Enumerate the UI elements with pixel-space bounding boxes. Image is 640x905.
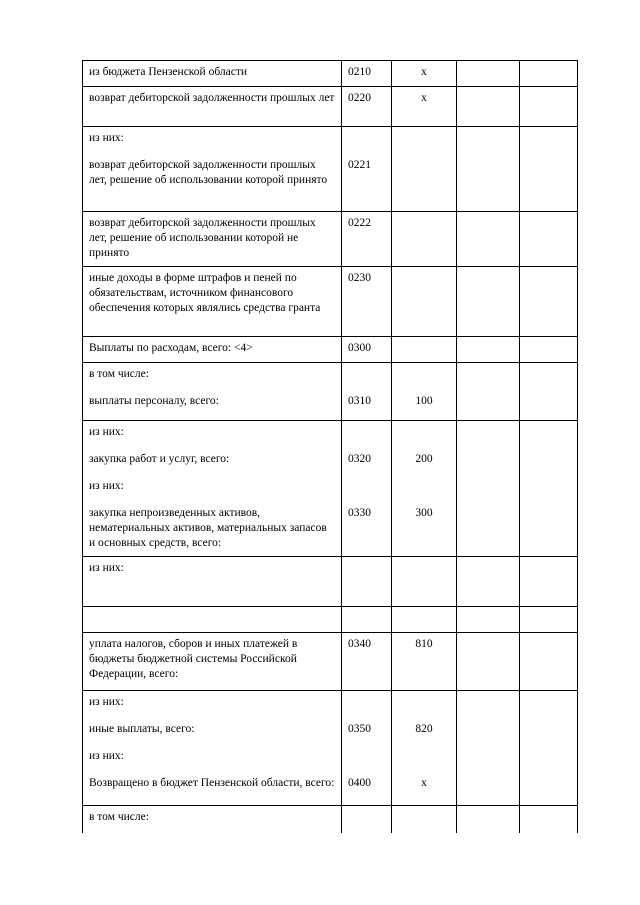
cell-kbk-text	[398, 367, 450, 382]
cell-name-text: из них:	[89, 750, 124, 762]
table-row	[83, 87, 578, 127]
row-kbk-cell	[392, 127, 457, 212]
row-kbk-cell	[392, 212, 457, 267]
row-code-cell	[342, 363, 392, 421]
cell-code-text	[348, 749, 385, 764]
row-value-cell-1[interactable]	[457, 806, 520, 833]
table-row	[83, 127, 578, 212]
cell-kbk-text	[398, 749, 450, 764]
cell-name-text: Выплаты по расходам, всего: <4>	[89, 342, 253, 354]
row-code-cell	[342, 607, 392, 633]
row-kbk-cell	[392, 421, 457, 557]
table-row	[83, 633, 578, 691]
row-code-cell	[342, 806, 392, 833]
row-code-cell	[342, 633, 392, 691]
cell-name-text	[89, 611, 335, 626]
row-value-cell-2[interactable]	[520, 363, 578, 421]
table-row	[83, 212, 578, 267]
table-row	[83, 61, 578, 87]
row-value-cell-1[interactable]	[457, 337, 520, 363]
cell-name-text: возврат дебиторской задолженности прошлых лет	[89, 92, 335, 104]
row-value-cell-2[interactable]	[520, 557, 578, 607]
table-row	[83, 557, 578, 607]
row-value-cell-2[interactable]	[520, 267, 578, 337]
row-value-cell-2[interactable]	[520, 337, 578, 363]
row-name-cell	[83, 87, 342, 127]
row-name-cell	[83, 61, 342, 87]
cell-code-text: 0220	[348, 92, 371, 104]
cell-code-text: 0330	[348, 507, 371, 519]
cell-kbk-text	[398, 611, 450, 626]
row-value-cell-2[interactable]	[520, 691, 578, 806]
cell-kbk-text: 200	[415, 453, 433, 465]
row-kbk-cell	[392, 557, 457, 607]
row-code-cell	[342, 61, 392, 87]
row-value-cell-1[interactable]	[457, 61, 520, 87]
cell-name-text: уплата налогов, сборов и иных платежей в бюджеты бюджетной системы Российской Федерации, всего:	[89, 638, 298, 680]
cell-name-text: возврат дебиторской задолженности прошлых лет, решение об использовании которой не принято	[89, 217, 316, 259]
row-kbk-cell	[392, 61, 457, 87]
row-name-cell	[83, 421, 342, 557]
row-code-cell	[342, 212, 392, 267]
cell-kbk-text: x	[421, 777, 427, 789]
cell-code-text	[348, 425, 385, 440]
cell-kbk-text	[398, 131, 450, 146]
cell-kbk-text	[398, 425, 450, 440]
row-value-cell-2[interactable]	[520, 633, 578, 691]
cell-kbk-text	[398, 695, 450, 710]
cell-kbk-text	[398, 341, 450, 356]
cell-kbk-text: 300	[415, 507, 433, 519]
table-row	[83, 363, 578, 421]
cell-name-text: Возвращено в бюджет Пензенской области, всего:	[89, 777, 335, 789]
cell-name-text: иные выплаты, всего:	[89, 723, 195, 735]
row-value-cell-1[interactable]	[457, 421, 520, 557]
cell-kbk-text: 810	[415, 638, 433, 650]
table-row	[83, 607, 578, 633]
row-name-cell	[83, 267, 342, 337]
table-row	[83, 806, 578, 833]
row-value-cell-2[interactable]	[520, 421, 578, 557]
row-name-cell	[83, 212, 342, 267]
row-value-cell-1[interactable]	[457, 363, 520, 421]
row-code-cell	[342, 691, 392, 806]
row-code-cell	[342, 267, 392, 337]
cell-code-text	[348, 561, 385, 576]
cell-code-text	[348, 695, 385, 710]
cell-name-text: закупка работ и услуг, всего:	[89, 453, 230, 465]
row-kbk-cell	[392, 691, 457, 806]
cell-name-text: из них:	[89, 426, 124, 438]
cell-name-text: в том числе:	[89, 811, 149, 823]
cell-code-text	[348, 611, 385, 626]
cell-kbk-text	[398, 216, 450, 231]
row-value-cell-1[interactable]	[457, 267, 520, 337]
cell-code-text: 0320	[348, 453, 371, 465]
cell-code-text	[348, 479, 385, 494]
row-value-cell-1[interactable]	[457, 633, 520, 691]
cell-code-text: 0340	[348, 638, 371, 650]
cell-code-text: 0300	[348, 342, 371, 354]
cell-code-text: 0310	[348, 395, 371, 407]
row-kbk-cell	[392, 87, 457, 127]
cell-kbk-text	[398, 479, 450, 494]
table-row	[83, 421, 578, 557]
row-kbk-cell	[392, 267, 457, 337]
row-name-cell	[83, 607, 342, 633]
cell-kbk-text: x	[421, 66, 427, 78]
cell-code-text: 0210	[348, 66, 371, 78]
row-code-cell	[342, 127, 392, 212]
cell-code-text: 0221	[348, 159, 371, 171]
cell-kbk-text: x	[421, 92, 427, 104]
cell-code-text	[348, 131, 385, 146]
cell-name-text: выплаты персоналу, всего:	[89, 395, 219, 407]
row-code-cell	[342, 421, 392, 557]
row-kbk-cell	[392, 337, 457, 363]
cell-name-text: из них:	[89, 132, 124, 144]
row-value-cell-1[interactable]	[457, 557, 520, 607]
cell-code-text: 0222	[348, 217, 371, 229]
cell-code-text	[348, 810, 385, 825]
row-value-cell-1[interactable]	[457, 691, 520, 806]
row-code-cell	[342, 557, 392, 607]
cell-code-text: 0400	[348, 777, 371, 789]
cell-code-text: 0230	[348, 272, 371, 284]
cell-name-text: из них:	[89, 480, 124, 492]
row-value-cell-2[interactable]	[520, 607, 578, 633]
cell-kbk-text	[398, 271, 450, 286]
row-kbk-cell	[392, 806, 457, 833]
row-kbk-cell	[392, 607, 457, 633]
cell-kbk-text: 820	[415, 723, 433, 735]
row-value-cell-2[interactable]	[520, 806, 578, 833]
cell-kbk-text	[398, 810, 450, 825]
row-value-cell-2[interactable]	[520, 87, 578, 127]
row-name-cell	[83, 363, 342, 421]
cell-name-text: в том числе:	[89, 368, 149, 380]
row-value-cell-1[interactable]	[457, 212, 520, 267]
row-value-cell-2[interactable]	[520, 61, 578, 87]
cell-code-text: 0350	[348, 723, 371, 735]
cell-name-text: из них:	[89, 696, 124, 708]
table-row	[83, 337, 578, 363]
cell-kbk-text	[398, 561, 450, 576]
report-table-body	[83, 61, 578, 833]
cell-name-text: закупка непроизведенных активов, нематериальных активов, материальных запасов и основных средств, всего:	[89, 507, 327, 549]
row-value-cell-2[interactable]	[520, 127, 578, 212]
row-value-cell-2[interactable]	[520, 212, 578, 267]
row-name-cell	[83, 127, 342, 212]
cell-kbk-text: 100	[415, 395, 433, 407]
row-kbk-cell	[392, 633, 457, 691]
row-name-cell	[83, 557, 342, 607]
row-name-cell	[83, 806, 342, 833]
row-value-cell-1[interactable]	[457, 607, 520, 633]
row-name-cell	[83, 633, 342, 691]
cell-name-text: возврат дебиторской задолженности прошлых лет, решение об использовании которой принято	[89, 159, 328, 186]
row-value-cell-1[interactable]	[457, 127, 520, 212]
cell-kbk-text	[398, 158, 450, 173]
row-name-cell	[83, 337, 342, 363]
cell-name-text: из них:	[89, 562, 124, 574]
row-kbk-cell	[392, 363, 457, 421]
cell-code-text	[348, 367, 385, 382]
row-value-cell-1[interactable]	[457, 87, 520, 127]
row-name-cell	[83, 691, 342, 806]
report-table	[82, 60, 578, 833]
row-code-cell	[342, 87, 392, 127]
table-row	[83, 267, 578, 337]
row-code-cell	[342, 337, 392, 363]
cell-name-text: иные доходы в форме штрафов и пеней по обязательствам, источником финансового обеспечения которых являлись средства гранта	[89, 272, 321, 314]
table-row	[83, 691, 578, 806]
cell-name-text: из бюджета Пензенской области	[89, 66, 248, 78]
